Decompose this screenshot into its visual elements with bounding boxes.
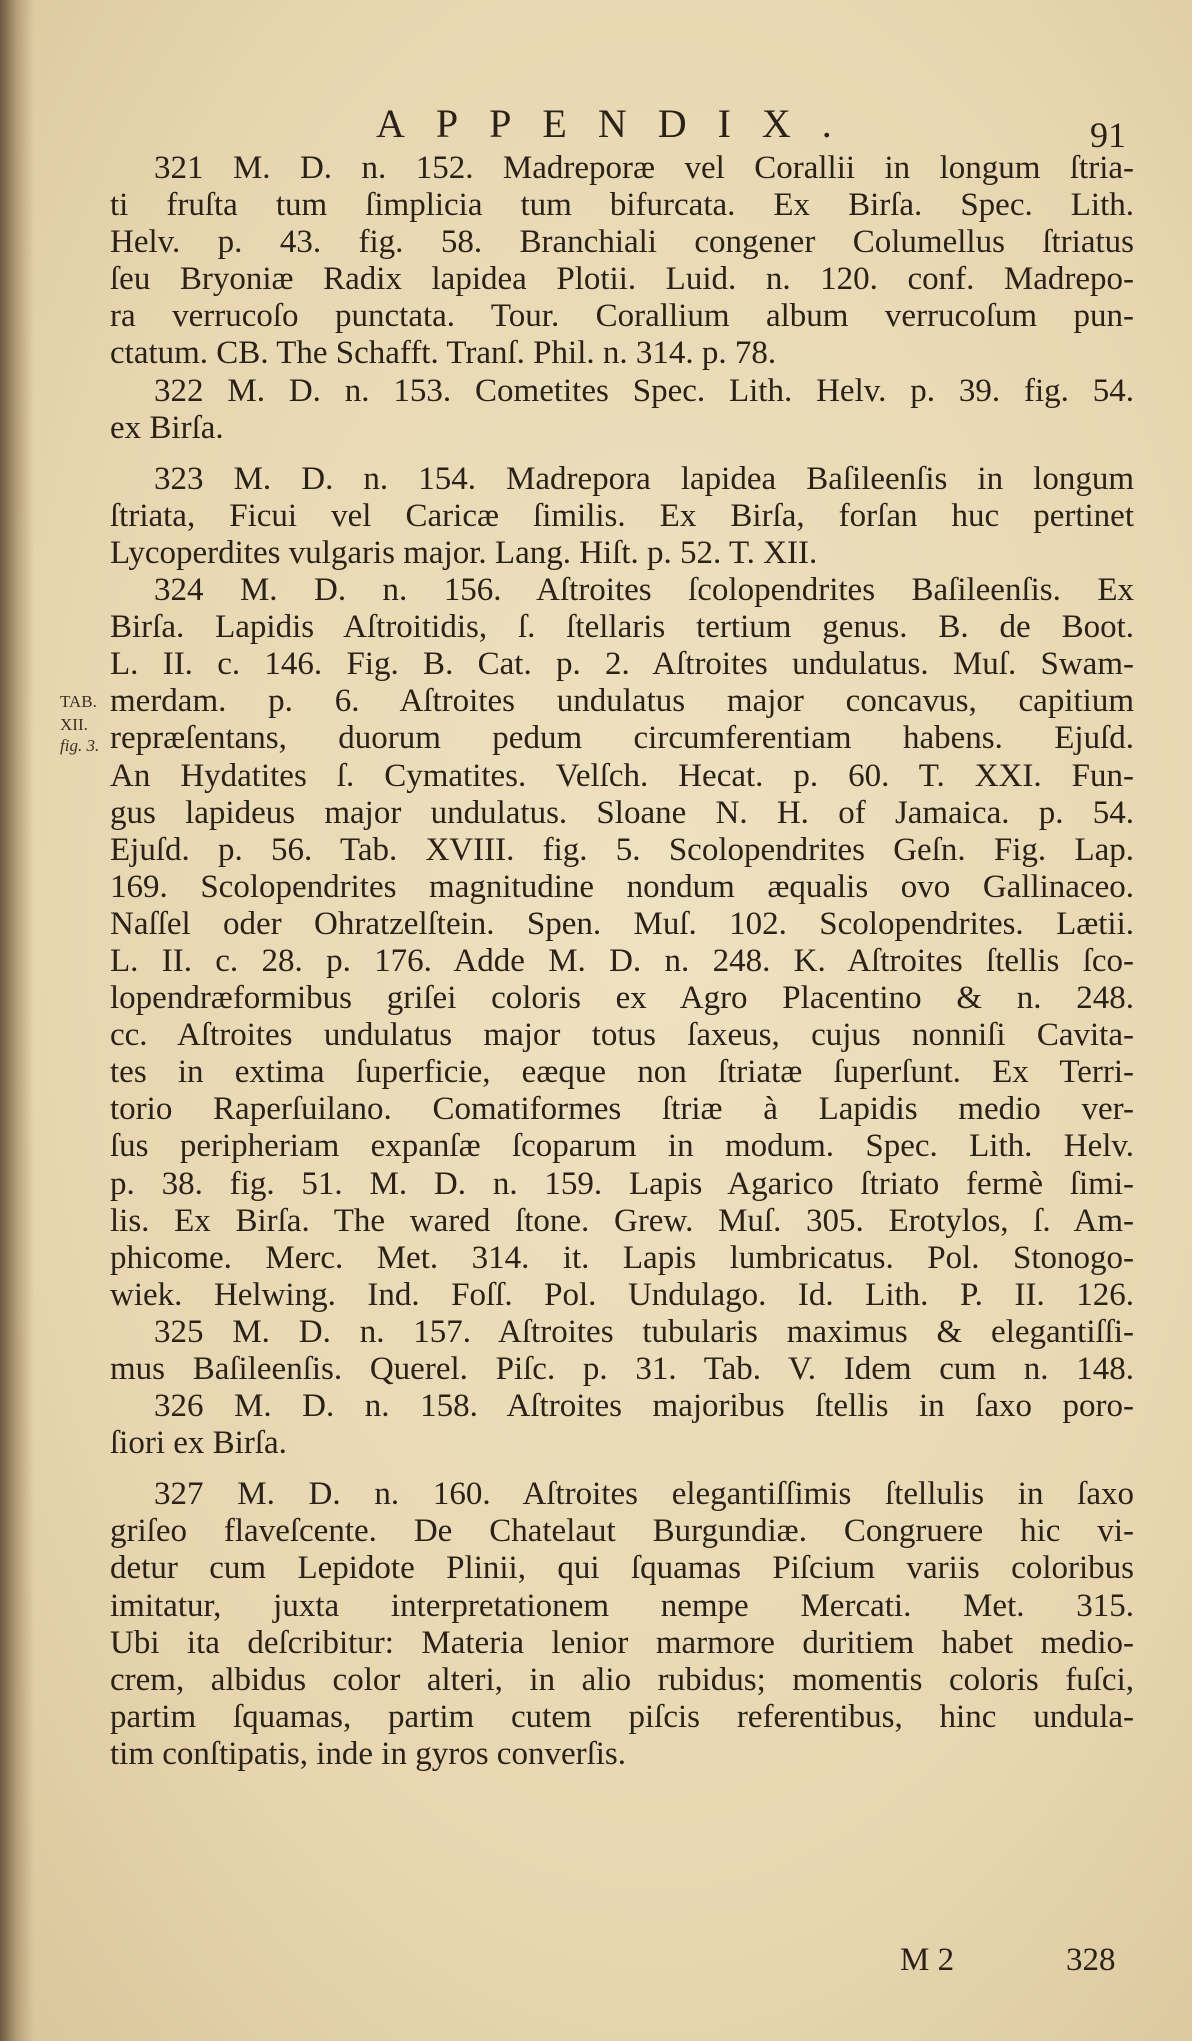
- text-line: 323 M. D. n. 154. Madrepora lapidea Baſileenſis in longum: [154, 460, 1134, 497]
- text-line: merdam. p. 6. Aſtroites undulatus major concavus, capitium: [110, 683, 1134, 720]
- text-line: gus lapideus major undulatus. Sloane N. H. of Jamaica. p. 54.: [110, 794, 1134, 831]
- text-line: detur cum Lepidote Plinii, qui ſquamas Piſcium variis coloribus: [110, 1550, 1134, 1587]
- text-line: ſiori ex Birſa.: [110, 1425, 287, 1462]
- text-line: lopendræformibus griſei coloris ex Agro Placentino & n. 248.: [110, 980, 1134, 1017]
- text-line: 325 M. D. n. 157. Aſtroites tubularis maximus & elegantiſſi-: [154, 1313, 1134, 1350]
- text-line: phicome. Merc. Met. 314. it. Lapis lumbricatus. Pol. Stonogo-: [110, 1239, 1134, 1276]
- text-line: ti fruſta tum ſimplicia tum bifurcata. Ex Birſa. Spec. Lith.: [110, 187, 1134, 224]
- text-line: ſeu Bryoniæ Radix lapidea Plotii. Luid. n. 120. conf. Madrepo-: [110, 261, 1134, 298]
- page-footer: [0, 1942, 1192, 1986]
- text-line: ex Birſa.: [110, 409, 224, 446]
- text-line: partim ſquamas, partim cutem piſcis referentibus, hinc undula-: [110, 1698, 1134, 1735]
- margin-note-figure: fig. 3.: [60, 736, 100, 755]
- text-line: crem, albidus color alteri, in alio rubidus; momentis coloris fuſci,: [110, 1661, 1134, 1698]
- text-line: torio Raperſuilano. Comatiformes ſtriæ à Lapidis medio ver-: [110, 1091, 1134, 1128]
- text-line: tim conſtipatis, inde in gyros converſis.: [110, 1735, 627, 1772]
- text-line: ra verrucoſo punctata. Tour. Corallium album verrucoſum pun-: [110, 298, 1134, 335]
- text-line: ſus peripheriam expanſæ ſcoparum in modum. Spec. Lith. Helv.: [110, 1128, 1134, 1165]
- text-line: Lycoperdites vulgaris major. Lang. Hiſt. p. 52. T. XII.: [110, 534, 818, 571]
- text-line: lis. Ex Birſa. The wared ſtone. Grew. Muſ. 305. Erotylos, ſ. Am-: [110, 1202, 1134, 1239]
- signature-mark: M 2: [900, 1942, 955, 1978]
- text-line: wiek. Helwing. Ind. Foſſ. Pol. Undulago. Id. Lith. P. II. 126.: [110, 1276, 1134, 1313]
- text-line: griſeo flaveſcente. De Chatelaut Burgundiæ. Congruere hic vi-: [110, 1513, 1134, 1550]
- main-text: [110, 150, 1134, 1773]
- text-line: 169. Scolopendrites magnitudine nondum æqualis ovo Gallinaceo.: [110, 868, 1134, 905]
- text-line: cc. Aſtroites undulatus major totus ſaxeus, cujus nonniſi Cavita-: [110, 1017, 1134, 1054]
- margin-note-tab: TAB.: [60, 692, 97, 711]
- running-title: APPENDIX.: [376, 101, 863, 146]
- text-line: 322 M. D. n. 153. Cometites Spec. Lith. Helv. p. 39. fig. 54.: [154, 372, 1134, 409]
- text-line: imitatur, juxta interpretationem nempe Mercati. Met. 315.: [110, 1587, 1134, 1624]
- text-line: 326 M. D. n. 158. Aſtroites majoribus ſtellis in ſaxo poro-: [154, 1388, 1134, 1425]
- text-line: 321 M. D. n. 152. Madreporæ vel Corallii in longum ſtria-: [154, 150, 1134, 186]
- text-line: L. II. c. 146. Fig. B. Cat. p. 2. Aſtroites undulatus. Muſ. Swam-: [110, 646, 1134, 683]
- text-line: An Hydatites ſ. Cymatites. Velſch. Hecat. p. 60. T. XXI. Fun-: [110, 757, 1134, 794]
- text-line: ctatum. CB. The Schafft. Tranſ. Phil. n. 314. p. 78.: [110, 335, 777, 372]
- page-header: [0, 96, 1192, 156]
- text-line: 327 M. D. n. 160. Aſtroites elegantiſſimis ſtellulis in ſaxo: [154, 1476, 1134, 1513]
- text-line: Naſſel oder Ohratzelſtein. Spen. Muſ. 102. Scolopendrites. Lætii.: [110, 905, 1134, 942]
- text-line: repræſentans, duorum pedum circumferentiam habens. Ejuſd.: [110, 720, 1134, 757]
- margin-note-plate: XII.: [60, 715, 88, 734]
- text-line: Ubi ita deſcribitur: Materia lenior marmore duritiem habet medio-: [110, 1624, 1134, 1661]
- page-number: 91: [1090, 115, 1126, 155]
- text-line: Ejuſd. p. 56. Tab. XVIII. fig. 5. Scolopendrites Geſn. Fig. Lap.: [110, 831, 1134, 868]
- text-line: tes in extima ſuperficie, eæque non ſtriatæ ſuperſunt. Ex Terri-: [110, 1054, 1134, 1091]
- text-line: ſtriata, Ficui vel Caricæ ſimilis. Ex Birſa, forſan huc pertinet: [110, 497, 1134, 534]
- catchword: 328: [1066, 1942, 1116, 1978]
- text-line: Helv. p. 43. fig. 58. Branchiali congener Columellus ſtriatus: [110, 224, 1134, 261]
- text-line: 324 M. D. n. 156. Aſtroites ſcolopendrites Baſileenſis. Ex: [154, 572, 1134, 609]
- text-line: p. 38. fig. 51. M. D. n. 159. Lapis Agarico ſtriato fermè ſimi-: [110, 1165, 1134, 1202]
- text-line: Birſa. Lapidis Aſtroitidis, ſ. ſtellaris tertium genus. B. de Boot.: [110, 609, 1134, 646]
- text-line: mus Baſileenſis. Querel. Piſc. p. 31. Tab. V. Idem cum n. 148.: [110, 1351, 1134, 1387]
- text-line: L. II. c. 28. p. 176. Adde M. D. n. 248. K. Aſtroites ſtellis ſco-: [110, 942, 1134, 979]
